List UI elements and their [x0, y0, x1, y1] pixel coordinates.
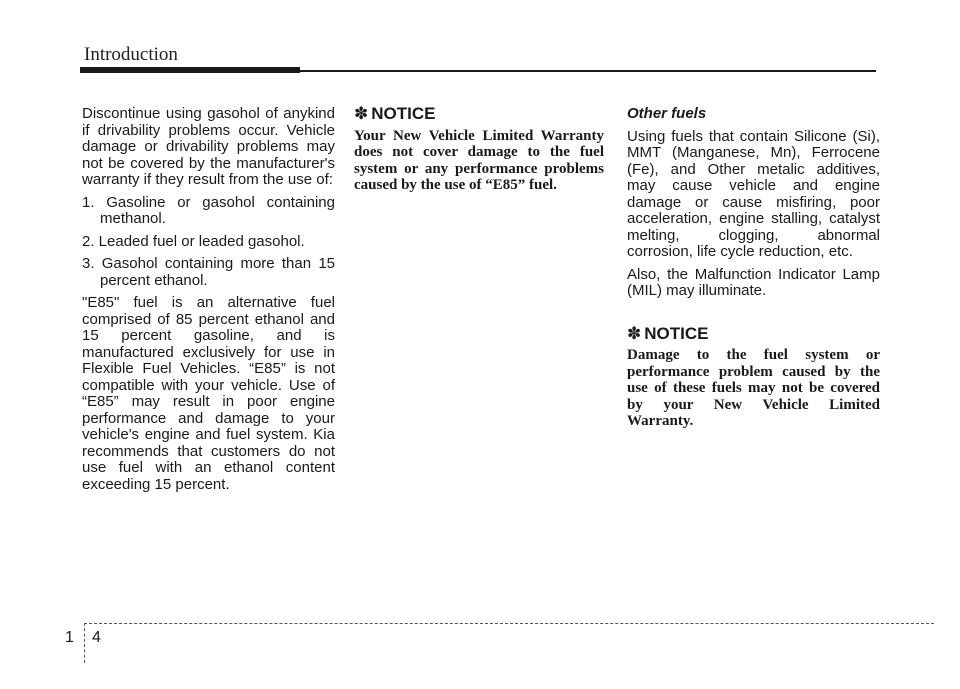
footer-vertical-dash	[84, 623, 85, 663]
header-rule-thin	[300, 70, 876, 72]
page-number: 4	[92, 629, 101, 646]
footer-dashed-rule	[84, 623, 934, 624]
notice-body: Damage to the fuel system or performance problem caused by the use of these fuels may not be covered by your New Vehicle Limited Warranty.	[627, 347, 880, 429]
list-item: 3. Gasohol containing more than 15 percent ethanol.	[82, 255, 335, 289]
column-2	[354, 106, 604, 194]
column-3	[627, 106, 880, 430]
problem-list	[82, 195, 335, 290]
other-fuels-heading: Other fuels	[627, 105, 707, 122]
list-item: 2. Leaded fuel or leaded gasohol.	[82, 232, 305, 250]
notice-star-icon: ✽	[354, 104, 369, 123]
e85-paragraph: "E85" fuel is an alternative fuel comprised of 85 percent ethanol and 15 percent gasoline, and is manufactured exclusively for use in Flexible Fuel Vehicles. “E85” is not compatible with your vehicle. Use of “E85” may result in poor engine performance and damage to your vehicle's engine and fuel system. Kia recommends that customers do not use fuel with an ethanol content exceeding 15 percent.	[82, 294, 335, 493]
notice-heading	[354, 106, 604, 123]
notice-heading	[627, 323, 880, 343]
mil-paragraph: Also, the Malfunction Indicator Lamp (MIL) may illuminate.	[627, 265, 880, 299]
list-item: 1. Gasoline or gasohol containing methanol.	[82, 193, 335, 227]
notice-title: NOTICE	[371, 104, 436, 123]
header-rule-thick	[80, 67, 300, 73]
intro-paragraph: Discontinue using gasohol of anykind if drivability problems occur. Vehicle damage or drivability problems may not be covered by the manufacturer's warranty if they result from the use of:	[82, 105, 335, 188]
notice-title: NOTICE	[644, 323, 709, 343]
column-1	[82, 106, 335, 499]
chapter-number: 1	[65, 629, 74, 646]
page-header-title: Introduction	[84, 44, 178, 65]
notice-star-icon: ✽	[627, 323, 642, 343]
other-fuels-paragraph: Using fuels that contain Silicone (Si), MMT (Manganese, Mn), Ferrocene (Fe), and Other metalic additives, may cause vehicle and engine damage or cause misfiring, poor acceleration, engine stalling, catalyst melting, clogging, abnormal corrosion, life cycle reduction, etc.	[627, 127, 880, 260]
notice-body: Your New Vehicle Limited Warranty does not cover damage to the fuel system or any performance problems caused by the use of “E85” fuel.	[354, 127, 604, 193]
